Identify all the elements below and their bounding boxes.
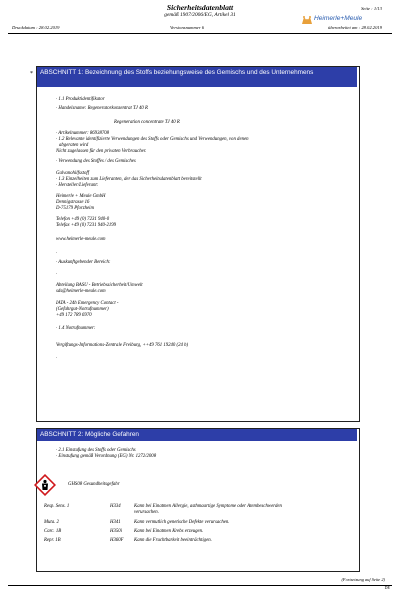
s1-line: · 1.3 Einzelheiten zum Lieferanten, der das Sicherheitsdatenblatt bereitstellt [56, 177, 202, 182]
logo-text: Heimerle+Meule [314, 15, 363, 22]
s1-line: Dennigstrasse 16 [56, 200, 90, 205]
section-2-heading: ABSCHNITT 2: Mögliche Gefahren [37, 429, 357, 441]
s1-line: Vergiftungs-Informations-Zentrale Freiburg, ++49 761 19240 (24 h) [56, 343, 189, 348]
page-number: Seite : 1/13 [361, 6, 382, 11]
footer-divider [8, 585, 392, 586]
hazard-class: Muta. 2 [44, 520, 59, 525]
logo-icon [300, 14, 314, 26]
s1-email-link[interactable]: sds@heimerle-meule.com [56, 289, 106, 294]
version-number: Versionsnummer 6 [170, 25, 205, 30]
s1-line: Abteilung BASU - Betriebssicherheit/Umwelt [56, 283, 143, 288]
document-subtitle: gemäß 1907/2006/EG, Artikel 31 [164, 12, 236, 18]
change-marker: * [30, 71, 33, 77]
s1-line: · Hersteller/Lieferant: [56, 183, 99, 188]
hazard-text: Kann bei Einatmen Allergie, asthmaartige Symptome oder Atembeschwerden [134, 504, 282, 509]
s1-line: Galvanohilfsstoff [56, 171, 90, 176]
ghs08-health-hazard-icon [34, 474, 56, 496]
hazard-code: H341 [110, 520, 121, 525]
hazard-text: Kann die Fruchtbarkeit beeinträchtigen. [134, 538, 212, 543]
s2-line: · 2.1 Einstufung des Stoffs oder Gemischs [56, 448, 136, 453]
hazard-text-cont: verursachen. [134, 510, 159, 515]
s1-line: Heimerle + Meule GmbH [56, 194, 106, 199]
footer-code: DE [384, 585, 390, 590]
hazard-class: Carc. 1B [44, 529, 62, 534]
s1-line: IATA - 24h Emergency Contact - [56, 301, 119, 306]
company-logo [300, 13, 376, 25]
s1-line: (Gefahrgut-Notrufnummer) [56, 307, 109, 312]
hazard-code: H360F [110, 538, 124, 543]
document-title: Sicherheitsdatenblatt [166, 3, 234, 12]
s1-line: · [56, 272, 58, 277]
s1-line: +49 172 789 6970 [56, 313, 92, 318]
s1-line: · Auskunftgebender Bereich: [56, 260, 111, 265]
section-1-box [36, 66, 360, 422]
s1-line: · 1.2 Relevante identifizierte Verwendungen des Stoffs oder Gemischs und Verwendungen, von denen [56, 137, 249, 142]
print-date: Druckdatum : 28.02.2019 [12, 25, 60, 30]
hazard-class: Resp. Sens. 1 [44, 504, 70, 509]
s1-line: · [56, 251, 58, 256]
ghs-label: GHS08 Gesundheitsgefahr [68, 482, 120, 487]
s1-line: · Verwendung des Stoffes / des Gemisches [56, 159, 136, 164]
hazard-class: Repr. 1B [44, 538, 61, 543]
s1-line: Regeneration concentrate TJ 40 R [114, 120, 180, 125]
s1-line: · [56, 356, 58, 361]
s2-line: · Einstufung gemäß Verordnung (EG) Nr. 1272/2008 [56, 454, 157, 459]
s1-line: Telefax +49 (0) 7231 940-2199 [56, 223, 117, 228]
hazard-code: H350i [110, 529, 122, 534]
s1-line: abgeraten wird [59, 143, 89, 148]
section-1-heading: ABSCHNITT 1: Bezeichnung des Stoffs beziehungsweise des Gemischs und des Unternehmens [37, 67, 357, 87]
hazard-code: H334 [110, 504, 121, 509]
continuation-note: (Fortsetzung auf Seite 2) [341, 577, 385, 582]
s1-line: D-75179 Pforzheim [56, 206, 94, 211]
s1-line: · Handelsname: Regeneratorkonzentrat TJ 40 R [56, 106, 148, 111]
header-divider [8, 33, 392, 34]
s1-line: · 1.4 Notrufnummer: [56, 326, 96, 331]
revised-date: überarbeitet am : 28.02.2019 [328, 25, 382, 30]
hazard-text: Kann bei Einatmen Krebs erzeugen. [134, 529, 204, 534]
s1-line: · Artikelnummer: 86938708 [56, 131, 110, 136]
hazard-text: Kann vermutlich genetische Defekte verursachen. [134, 520, 230, 525]
s1-link[interactable]: www.heimerle-meule.com [56, 237, 106, 242]
s1-line: · 1.1 Produktidentifikator [56, 97, 105, 102]
s1-line: Nicht zugelassen für den privaten Verbraucher. [56, 149, 147, 154]
s1-line: Telefon +49 (0) 7231 940-0 [56, 217, 110, 222]
